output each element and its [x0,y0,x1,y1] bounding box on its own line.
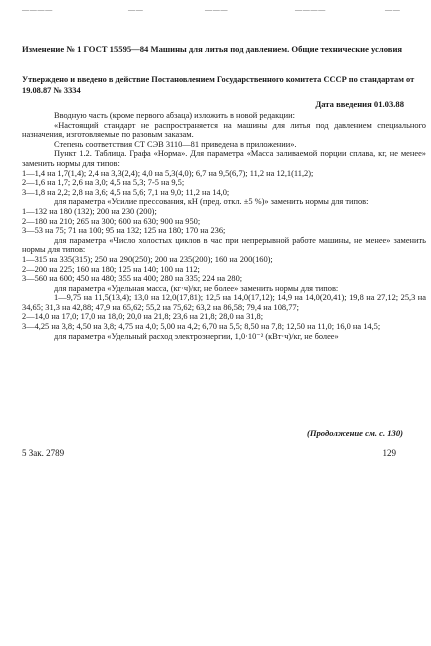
print-order-number: 5 Зак. 2789 [22,448,65,458]
paragraph: 3—4,25 на 3,8; 4,50 на 3,8; 4,75 на 4,0; 5,00 на 4,2; 6,70 на 5,5; 8,50 на 7,8; 12,50 на 11,0; 16,0 на 14,5; [22,322,381,332]
paragraph: для параметра «Удельная масса, (кг·ч)/кг, не более» заменить нормы для типов: [54,283,339,293]
header-mark: — — — — [22,6,52,14]
paragraph: Пункт 1.2. Таблица. Графа «Норма». Для параметра «Масса заливаемой порции сплава, кг, не менее» заменить нормы для типов: [22,149,426,168]
document-body [22,111,426,341]
continuation-note: (Продолжение см. с. 130) [306,428,403,438]
paragraph: Вводную часть (кроме первого абзаца) изложить в новой редакции: [54,111,295,120]
header-mark: — — [128,6,143,14]
change-heading: Изменение № 1 ГОСТ 15595—84 Машины для литья под давлением. Общие технические условия [22,44,403,54]
paragraph: 2—1,6 на 1,7; 2,6 на 3,0; 4,5 на 5,3; 7-5 на 9,5; [22,178,185,188]
paragraph: 2—14,0 на 17,0; 17,0 на 18,0; 20,0 на 21,8; 23,6 на 21,8; 28,0 на 31,8; [22,312,264,322]
header-mark: — — — — [295,6,325,14]
approval-note: Утверждено и введено в действие Постановлением Государственного комитета СССР по стандартам от 19.08.87 № 3334 [22,75,415,95]
paragraph: 3—53 на 75; 71 на 100; 95 на 132; 125 на 180; 170 на 236; [22,226,226,236]
paragraph: для параметра «Усилие прессования, кН (пред. откл. ±5 %)» заменить нормы для типов: [54,197,369,207]
paragraph: Степень соответствия СТ СЭВ 3110—81 приведена в приложении». [54,139,297,149]
paragraph: 3—1,8 на 2,2; 2,8 на 3,6; 4,5 на 5,6; 7,1 на 9,0; 11,2 на 14,0; [22,187,230,197]
paragraph: 2—200 на 225; 160 на 180; 125 на 140; 100 на 112; [22,264,200,274]
paragraph: 3—560 на 600; 450 на 480; 355 на 400; 280 на 335; 224 на 280; [22,274,243,284]
header-mark: — — — [205,6,227,14]
paragraph: 1—315 на 335(315); 250 на 290(250); 200 на 235(200); 160 на 200(160); [22,254,273,264]
paragraph: 1—9,75 на 11,5(13,4); 13,0 на 12,0(17,81); 12,5 на 14,0(17,12); 14,9 на 14,0(20,41); 19,8 на 27,12; 25,3 на 34,65; 31,3 на 42,88; 47,9 на 65,62; 55,2 на 75,62; 63,2 на 86,58; 79,4 на 108,77; [22,293,426,312]
paragraph: 1—132 на 180 (132); 200 на 230 (200); [22,206,157,216]
paragraph: 2—180 на 210; 265 на 300; 600 на 630; 900 на 950; [22,216,201,226]
paragraph: 1—1,4 на 1,7(1,4); 2,4 на 3,3(2,4); 4,0 на 5,3(4,0); 6,7 на 9,5(6,7); 11,2 на 12,1(11,2); [22,168,314,178]
header-mark: — — [385,6,400,14]
paragraph: «Настоящий стандарт не распространяется на машины для литья под давлением специального назначения, изготовляемые по разовым заказам. [22,120,426,140]
effective-date: Дата введения 01.03.88 [315,99,404,109]
paragraph: для параметра «Число холостых циклов в час при непрерывной работе машины, не менее» заменить нормы для типов: [22,235,426,255]
page-number: 129 [382,448,396,458]
paragraph: для параметра «Удельный расход электроэнергии, 1,0·10⁻² (кВт·ч)/кг, не более» [54,331,339,341]
